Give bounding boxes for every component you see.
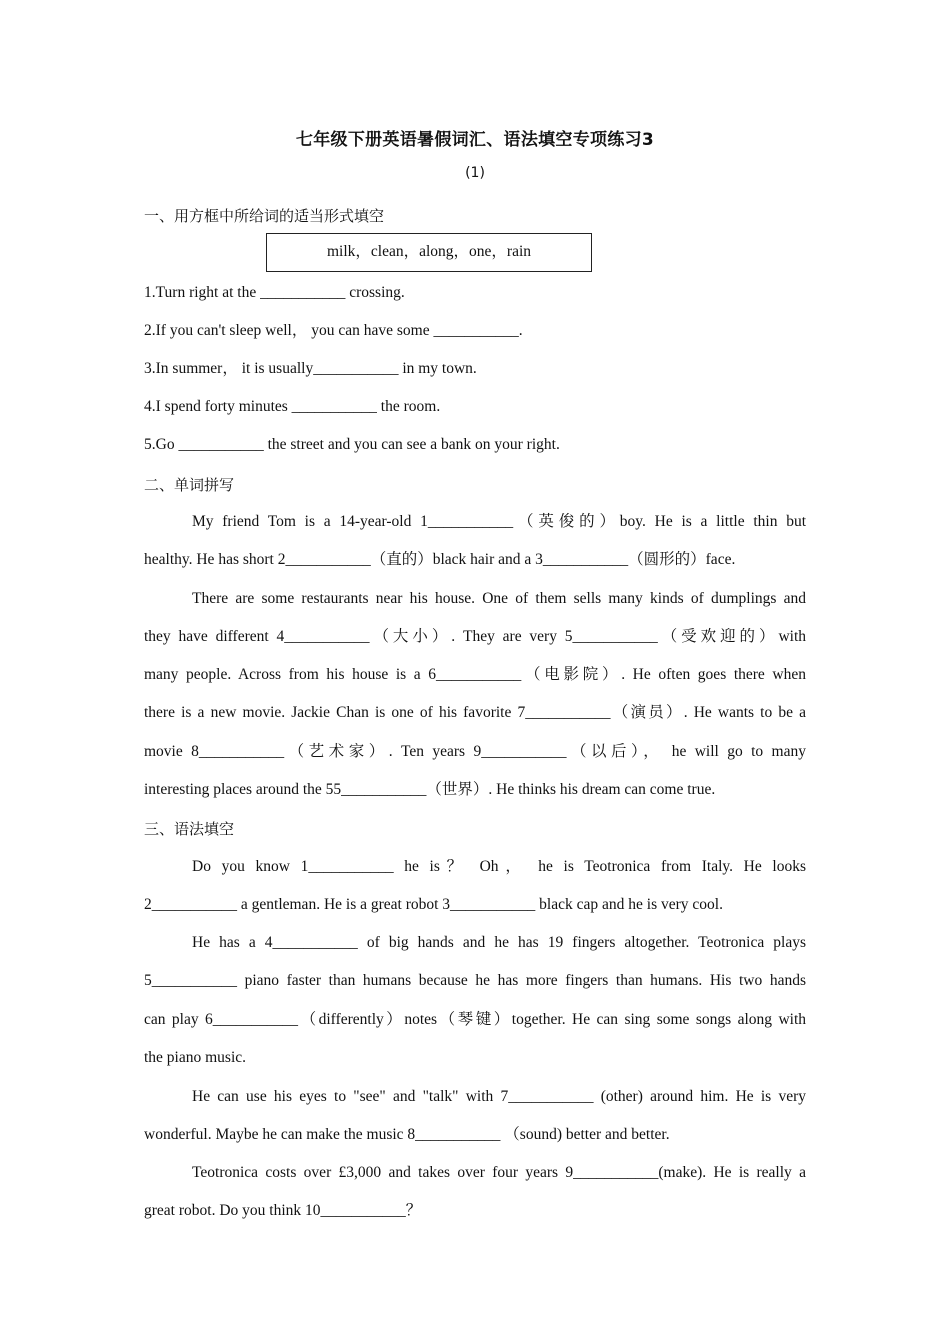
passage-line: the piano music. [144, 1049, 247, 1066]
passage-line: Do you know 1___________ he is？ Oh， he is Teotronica from Italy. He looks [192, 858, 806, 875]
document-subtitle: (1) [465, 165, 485, 181]
exercise-item: 4.I spend forty minutes ___________ the room. [144, 398, 441, 415]
document-title: 七年级下册英语暑假词汇、语法填空专项练习3 [295, 130, 655, 150]
passage-line: there is a new movie. Jackie Chan is one of his favorite 7___________（演员）. He wants to be a [144, 704, 806, 721]
passage-line: 2___________ a gentleman. He is a great robot 3___________ black cap and he is very cool. [144, 896, 723, 913]
passage-line: Teotronica costs over £3,000 and takes over four years 9___________(make). He is really a [192, 1164, 806, 1181]
passage-line: healthy. He has short 2___________（直的）black hair and a 3___________（圆形的）face. [144, 551, 736, 568]
passage-line: they have different 4___________（大小）. They are very 5___________（受欢迎的）with [144, 628, 806, 645]
passage-line: great robot. Do you think 10___________？ [144, 1202, 422, 1219]
passage-line: many people. Across from his house is a 6___________（电影院）. He often goes there when [144, 666, 806, 683]
passage-line: interesting places around the 55___________（世界）. He thinks his dream can come true. [144, 781, 716, 798]
passage-line: can play 6___________（differently）notes（琴键）together. He can sing some songs along with [144, 1011, 806, 1028]
exercise-item: 3.In summer， it is usually___________ in my town. [144, 360, 477, 377]
exercise-item: 2.If you can't sleep well， you can have some ___________. [144, 322, 523, 339]
passage-line: He can use his eyes to "see" and "talk" with 7___________ (other) around him. He is very [192, 1088, 806, 1105]
passage-line: He has a 4___________ of big hands and he has 19 fingers altogether. Teotronica plays [192, 934, 806, 951]
passage-line: wonderful. Maybe he can make the music 8___________ （sound) better and better. [144, 1126, 670, 1143]
section1-heading: 一、用方框中所给词的适当形式填空 [144, 207, 385, 225]
passage-line: movie 8___________（艺术家）. Ten years 9___________（以后）， he will go to many [144, 743, 806, 760]
exercise-item: 5.Go ___________ the street and you can see a bank on your right. [144, 436, 560, 453]
passage-line: There are some restaurants near his house. One of them sells many kinds of dumplings and [192, 590, 806, 607]
passage-line: 5___________ piano faster than humans because he has more fingers than humans. His two hands [144, 972, 806, 989]
section3-heading: 三、语法填空 [144, 820, 235, 838]
section2-heading: 二、单词拼写 [144, 476, 235, 494]
word-box: milk，clean，along，one，rain [266, 233, 592, 272]
exercise-item: 1.Turn right at the ___________ crossing. [144, 284, 405, 301]
passage-line: My friend Tom is a 14-year-old 1___________（英俊的）boy. He is a little thin but [192, 513, 806, 530]
